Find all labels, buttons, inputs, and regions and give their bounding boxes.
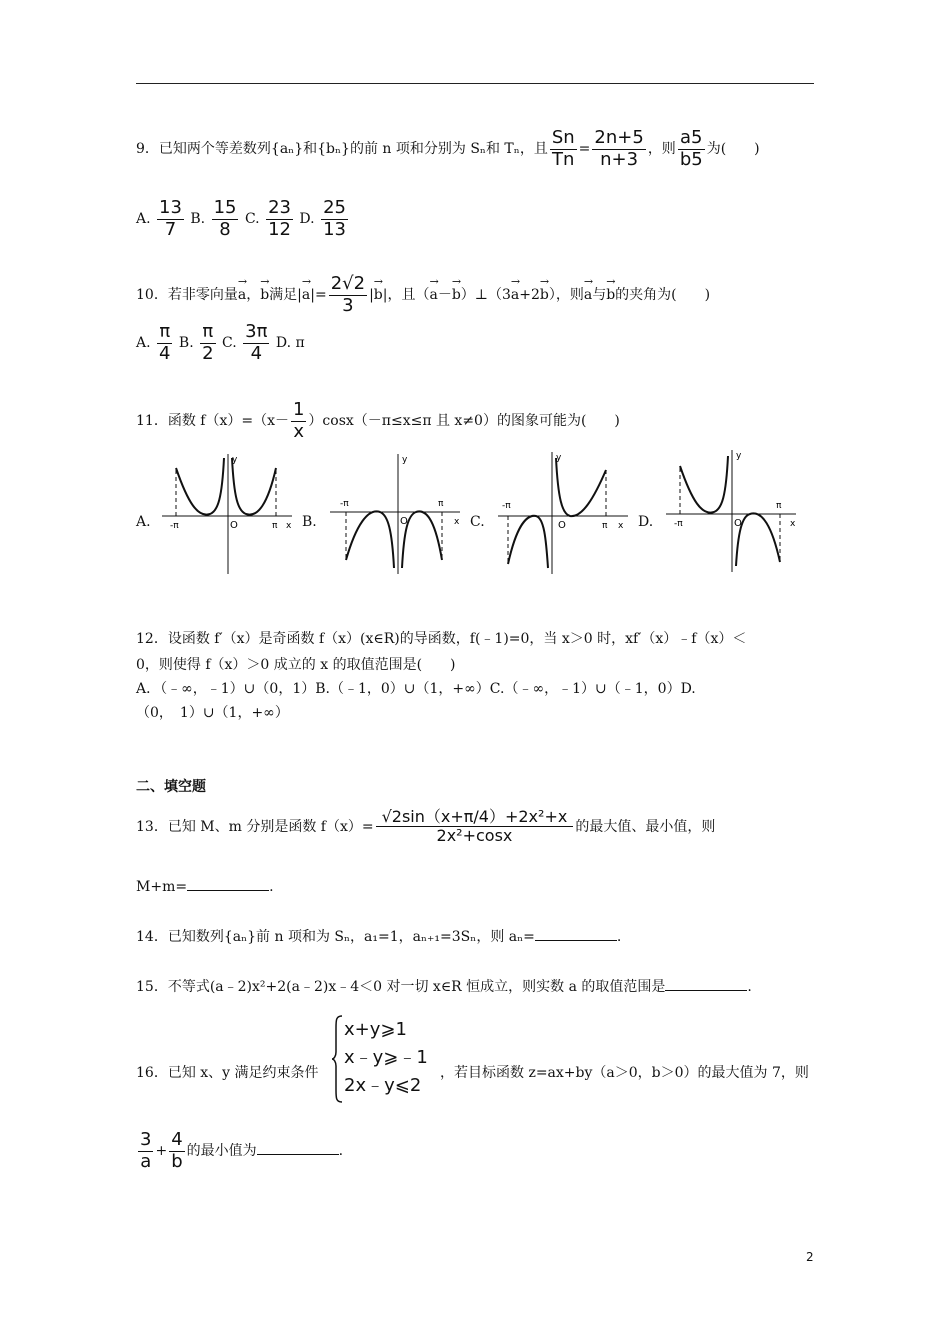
svg-text:-π: -π <box>170 521 179 531</box>
q11-option-b-label: B. <box>302 514 317 530</box>
q15-answer-blank[interactable] <box>665 976 747 991</box>
header-rule <box>136 83 814 84</box>
svg-text:-π: -π <box>340 499 349 509</box>
svg-text:π: π <box>776 501 782 511</box>
svg-text:π: π <box>272 521 278 531</box>
svg-text:x: x <box>790 519 796 529</box>
svg-text:π: π <box>438 499 444 509</box>
svg-text:y: y <box>402 455 408 465</box>
q9-fraction-ratio: $\frac{2n+5}{n+3}$ <box>594 127 644 170</box>
q16-constraints <box>344 1016 428 1100</box>
q10-option-c: $\frac{3\pi}{4}$ <box>245 321 268 364</box>
q9-fraction-s-t: $\frac{Sn}{Tn}$ <box>551 127 575 170</box>
q10-option-d: π <box>295 335 305 352</box>
svg-text:y: y <box>556 453 562 463</box>
q11-graph-b <box>326 450 466 576</box>
question-14: 14．已知数列{aₙ}前 n 项和为 Sₙ，a₁=1，aₙ₊₁=3Sₙ，则 aₙ= . <box>136 926 621 946</box>
question-12-line-2: 0，则使得 f（x）＞0 成立的 x 的取值范围是( ) <box>136 657 456 673</box>
svg-text:O: O <box>400 516 408 527</box>
svg-text:x: x <box>286 521 292 531</box>
section-title: 二、填空题 <box>136 779 206 795</box>
question-12-line-4: （0， 1）∪（1，+∞） <box>136 705 289 721</box>
question-16-answer: $\frac{3}{a}$ + $\frac{4}{b}$ 的最小值为 . <box>140 1129 344 1172</box>
question-12-line-1: 12．设函数 f′（x）是奇函数 f（x）(x∈R)的导函数，f(﹣1)=0，当 x＞0 时，xf′（x）﹣f（x）＜ <box>136 631 747 647</box>
q10-option-b: $\frac{\pi}{2}$ <box>202 321 214 364</box>
q9-options: A. $\frac{13}{7}$ B. $\frac{15}{8}$ C. $\frac{23}{12}$ D. $\frac{25}{13}$ <box>136 197 346 240</box>
q11-option-c-label: C. <box>470 514 485 530</box>
q10-options: A. $\frac{\pi}{4}$ B. $\frac{\pi}{2}$ C. $\frac{3\pi}{4}$ D. π <box>136 321 305 364</box>
q9-option-c: $\frac{23}{12}$ <box>268 197 291 240</box>
q16-fraction-4b: $\frac{4}{b}$ <box>171 1129 183 1172</box>
svg-text:y: y <box>736 451 742 461</box>
svg-text:O: O <box>558 520 566 531</box>
q16-constraint-3: 2x﹣y⩽2 <box>344 1075 422 1096</box>
q11-option-a-label: A. <box>136 514 151 530</box>
svg-text:-π: -π <box>502 501 511 511</box>
question-11: 11．函数 f（x）=（x－ $\frac{1}{x}$ ）cosx（－π≤x≤π 且 x≠0）的图象可能为( ) <box>136 399 620 442</box>
q9-text: 9．已知两个等差数列{aₙ}和{bₙ}的前 n 项和分别为 Sₙ和 Tₙ，且 <box>136 141 548 158</box>
q14-answer-blank[interactable] <box>535 926 617 941</box>
q9-option-b: $\frac{15}{8}$ <box>213 197 237 240</box>
question-12-line-3: A．（﹣∞，﹣1）∪（0，1）B.（﹣1，0）∪（1，+∞）C.（﹣∞，﹣1）∪（﹣1，0）D. <box>136 681 696 697</box>
question-10: 10．若非零向量→ a，→ b满足|→ a|= $\frac{2√2}{3}$ |→ b|，且（→ a－→ b）⊥（3→ a+2→ b），则→ a与→ b的夹角为( ) <box>136 274 710 316</box>
svg-text:y: y <box>232 455 238 465</box>
svg-text:O: O <box>734 518 742 529</box>
q16-fraction-3a: $\frac{3}{a}$ <box>140 1129 152 1172</box>
q16-constraint-2: x﹣y⩾﹣1 <box>344 1047 428 1068</box>
svg-text:-π: -π <box>674 519 683 529</box>
q11-graph-c <box>494 448 634 576</box>
question-16-cont: ，若目标函数 z=ax+by（a＞0，b＞0）的最大值为 7，则 <box>440 1065 809 1081</box>
q16-constraint-1: x+y⩾1 <box>344 1019 407 1040</box>
svg-text:x: x <box>454 517 460 527</box>
q10-option-a: $\frac{\pi}{4}$ <box>159 321 171 364</box>
q11-fraction: $\frac{1}{x}$ <box>292 399 305 442</box>
svg-text:x: x <box>618 521 624 531</box>
question-13: 13．已知 M、m 分别是函数 f（x）= $\frac{\text{√2sin（x+π/4）+2x²+x}}{\text{2x²+cosx}}$ 的最大值、最小值，则 <box>136 807 716 846</box>
q11-option-d-label: D. <box>638 514 654 530</box>
q16-brace <box>330 1014 344 1104</box>
q10-coefficient: $\frac{2√2}{3}$ <box>330 273 366 316</box>
q9-option-d: $\frac{25}{13}$ <box>323 197 346 240</box>
svg-text:π: π <box>602 521 608 531</box>
svg-text:O: O <box>230 520 238 531</box>
q13-fraction: $\frac{\text{√2sin（x+π/4）+2x²+x}}{\text{2x²+cosx}}$ <box>376 808 574 846</box>
question-15: 15．不等式(a﹣2)x²+2(a﹣2)x﹣4＜0 对一切 x∈R 恒成立，则实数 a 的取值范围是 . <box>136 976 752 996</box>
page-number: 2 <box>806 1250 814 1264</box>
question-16: 16．已知 x、y 满足约束条件 <box>136 1065 319 1081</box>
question-13-answer: M+m= . <box>136 876 274 895</box>
q13-answer-blank[interactable] <box>187 876 269 891</box>
q16-answer-blank[interactable] <box>257 1140 339 1155</box>
q11-graph-a <box>158 448 298 576</box>
q9-option-a: $\frac{13}{7}$ <box>159 197 182 240</box>
q11-graph-d <box>662 446 802 574</box>
q9-fraction-a5-b5: $\frac{a5}{b5}$ <box>679 127 703 170</box>
question-9: 9．已知两个等差数列{aₙ}和{bₙ}的前 n 项和分别为 Sₙ和 Tₙ，且 $\frac{Sn}{Tn}$ = $\frac{2n+5}{n+3}$ ，则 $\frac{a5}{b5}$ 为( ) <box>136 127 760 170</box>
